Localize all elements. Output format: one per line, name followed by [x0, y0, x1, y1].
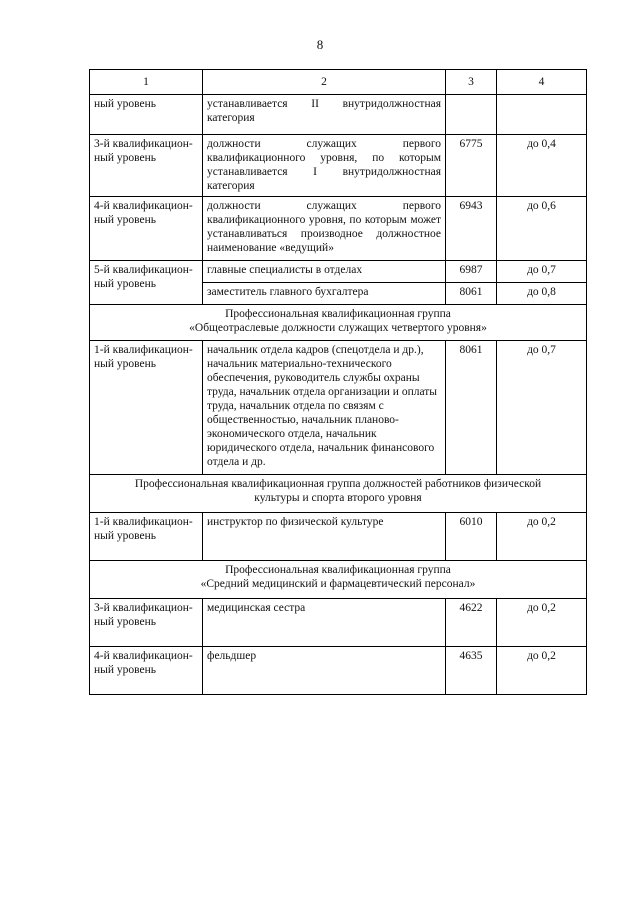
salary-cell: 4635: [446, 647, 497, 695]
qualification-level: 3-й квалификацион-ный уровень: [90, 599, 203, 647]
page-number: 8: [316, 37, 324, 52]
group-heading-line: «Общеотраслевые должности служащих четвертого уровня»: [189, 322, 487, 334]
table-row: [90, 513, 587, 561]
table-row: [90, 599, 587, 647]
group-heading-line: «Средний медицинский и фармацевтический персонал»: [200, 578, 476, 590]
position-description: заместитель главного бухгалтера: [203, 283, 446, 305]
qualification-level: 3-й квалификацион-ный уровень: [90, 135, 203, 197]
table-row: [90, 647, 587, 695]
group-heading: [90, 475, 587, 513]
group-heading-line: Профессиональная квалификационная группа: [225, 308, 451, 320]
column-header: 2: [203, 70, 446, 95]
salary-cell: 8061: [446, 283, 497, 305]
qualification-level: 5-й квалификацион-ный уровень: [90, 261, 203, 305]
table-header-row: [90, 70, 587, 95]
qualification-level: 4-й квалификацион-ный уровень: [90, 647, 203, 695]
qualification-level: 1-й квалификацион-ный уровень: [90, 341, 203, 475]
group-heading-row: [90, 305, 587, 341]
group-heading-row: [90, 561, 587, 599]
salary-cell: [446, 95, 497, 135]
coefficient-cell: до 0,2: [497, 599, 587, 647]
position-description: медицинская сестра: [203, 599, 446, 647]
group-heading-line: Профессиональная квалификационная группа: [225, 564, 451, 576]
qualification-level: 4-й квалификацион-ный уровень: [90, 197, 203, 261]
group-heading-line: культуры и спорта второго уровня: [254, 492, 422, 504]
coefficient-cell: до 0,2: [497, 647, 587, 695]
coefficient-cell: до 0,6: [497, 197, 587, 261]
position-description: главные специалисты в отделах: [203, 261, 446, 283]
coefficient-cell: до 0,7: [497, 341, 587, 475]
group-heading-row: [90, 475, 587, 513]
column-header: 1: [90, 70, 203, 95]
coefficient-cell: до 0,7: [497, 261, 587, 283]
position-description: начальник отдела кадров (спецотдела и др.), начальник материально-технического обеспечения, руководитель службы охраны труда, начальник отдела организации и оплаты труда, начальник отдела по связям с общественностью, начальник планово-экономического отдела, начальник юридического отдела, начальник финансового отдела и др.: [203, 341, 446, 475]
salary-cell: 8061: [446, 341, 497, 475]
qualification-table: [89, 69, 587, 695]
salary-cell: 6775: [446, 135, 497, 197]
coefficient-cell: до 0,4: [497, 135, 587, 197]
position-description: фельдшер: [203, 647, 446, 695]
salary-cell: 4622: [446, 599, 497, 647]
salary-cell: 6943: [446, 197, 497, 261]
table-row: [90, 135, 587, 197]
qualification-level: 1-й квалификацион-ный уровень: [90, 513, 203, 561]
group-heading-line: Профессиональная квалификационная группа должностей работников физической: [134, 478, 542, 490]
salary-cell: 6987: [446, 261, 497, 283]
column-header: 3: [446, 70, 497, 95]
group-heading: [90, 561, 587, 599]
table-row: [90, 341, 587, 475]
coefficient-cell: до 0,8: [497, 283, 587, 305]
salary-cell: 6010: [446, 513, 497, 561]
table-row: [90, 261, 587, 283]
coefficient-cell: [497, 95, 587, 135]
position-description: инструктор по физической культуре: [203, 513, 446, 561]
position-description: должности служащих первого квалификационного уровня, по которым устанавливается I внутридолжностная категория: [203, 135, 446, 197]
group-heading: [90, 305, 587, 341]
qualification-level: ный уровень: [90, 95, 203, 135]
position-description: устанавливается II внутридолжностная категория: [203, 95, 446, 135]
table-row: [90, 197, 587, 261]
table-row: [90, 95, 587, 135]
position-description: должности служащих первого квалификационного уровня, по которым может устанавливаться производное должностное наименование «ведущий»: [203, 197, 446, 261]
coefficient-cell: до 0,2: [497, 513, 587, 561]
column-header: 4: [497, 70, 587, 95]
